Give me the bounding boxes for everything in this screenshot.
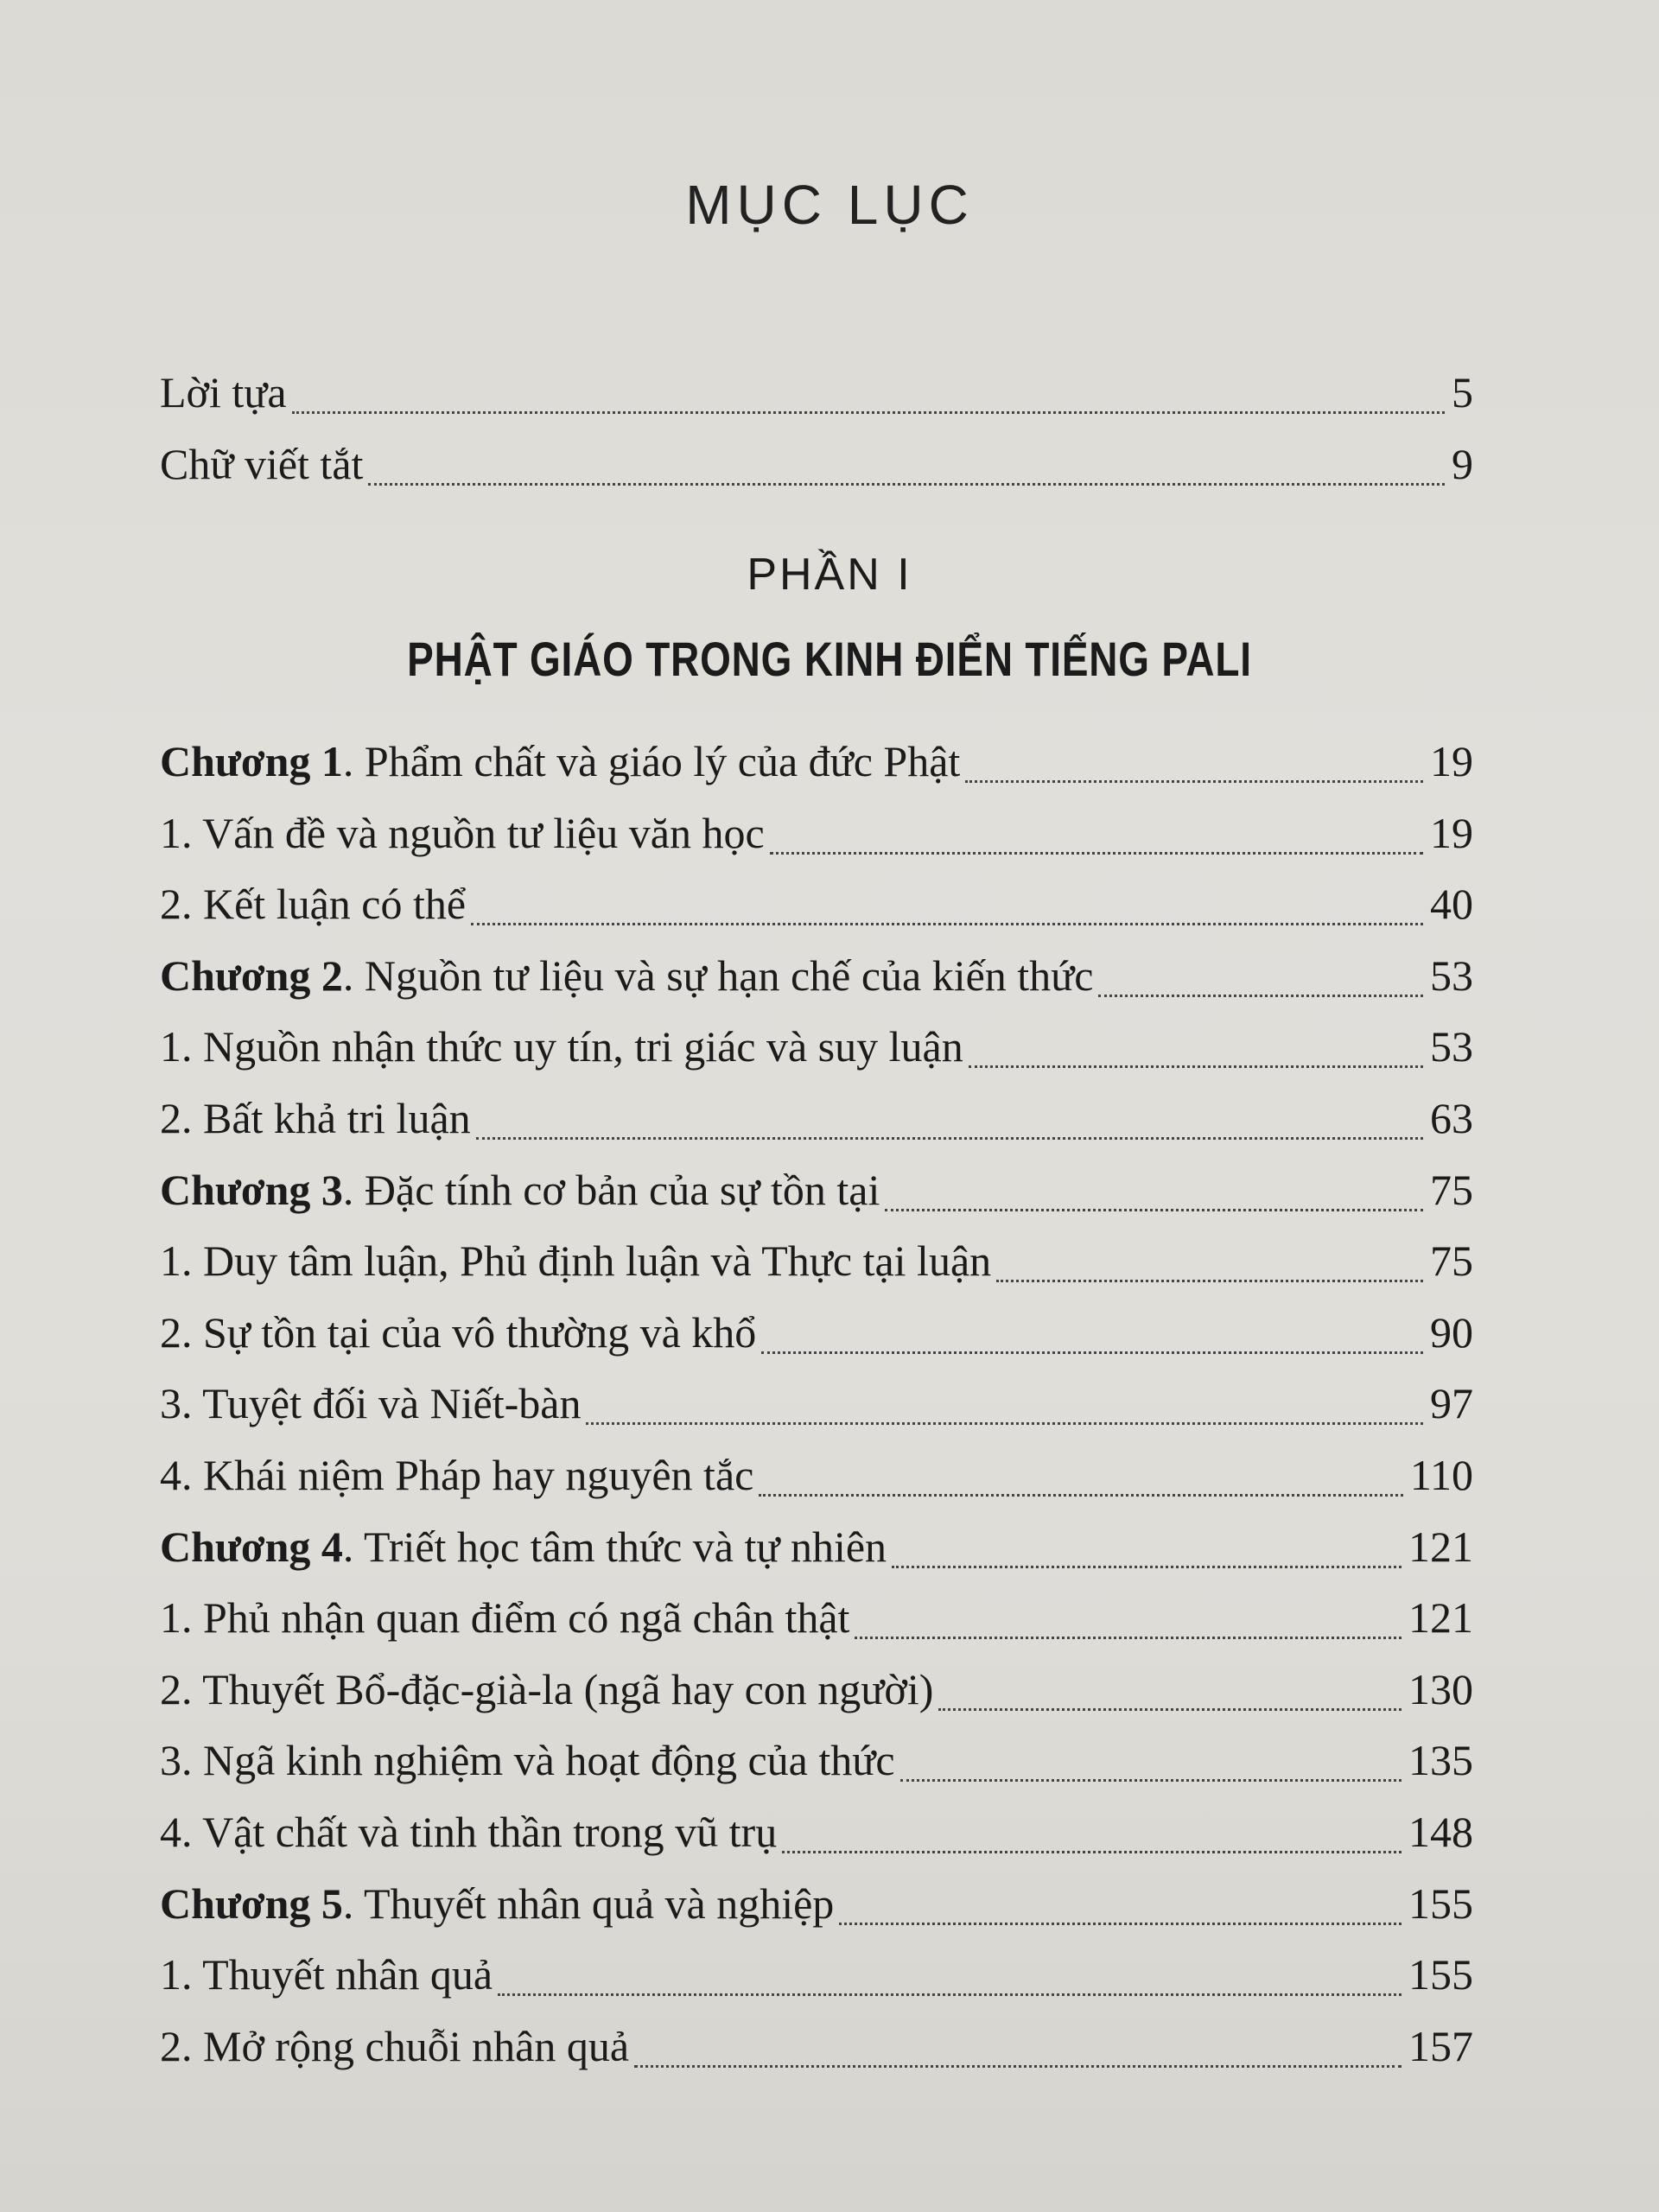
dot-leader xyxy=(476,1128,1423,1140)
toc-page-number: 75 xyxy=(1430,1165,1473,1214)
toc-row-chapter xyxy=(160,736,1473,793)
dot-leader xyxy=(969,1057,1423,1068)
toc-label-text: 1. Phủ nhận quan điểm có ngã chân thật xyxy=(160,1593,850,1643)
toc-label-text: 3. Tuyệt đối và Niết-bàn xyxy=(160,1379,582,1428)
dot-leader xyxy=(855,1628,1402,1639)
toc-label xyxy=(160,1307,756,1357)
toc-page-number: 130 xyxy=(1408,1664,1473,1713)
toc-label-text: 2. Bất khả tri luận xyxy=(160,1094,471,1142)
toc-label-text: 4. Khái niệm Pháp hay nguyên tắc xyxy=(160,1451,754,1499)
dot-leader xyxy=(996,1271,1423,1282)
dot-leader xyxy=(586,1414,1423,1425)
toc-row-section xyxy=(160,1093,1473,1150)
toc-row-chapter xyxy=(160,950,1473,1007)
toc-label xyxy=(160,1093,471,1143)
dot-leader xyxy=(634,2056,1402,2068)
toc-label: Chữ viết tắt xyxy=(160,440,364,488)
dot-leader xyxy=(759,1485,1403,1497)
part-title: PHẬT GIÁO TRONG KINH ĐIỂN TIẾNG PALI xyxy=(407,632,1252,686)
toc-label-text: 2. Sự tồn tại của vô thường và khổ xyxy=(160,1307,757,1357)
toc-page-number: 40 xyxy=(1430,880,1473,929)
toc-label-text: 1. Vấn đề và nguồn tư liệu văn học xyxy=(160,808,765,857)
toc-label xyxy=(160,1378,581,1428)
toc-label-text: 1. Nguồn nhận thức uy tín, tri giác và suy luận xyxy=(160,1022,963,1071)
toc-label xyxy=(160,1807,777,1857)
toc-label xyxy=(160,1592,849,1643)
toc-label-text: 1. Duy tâm luận, Phủ định luận và Thực tại luận xyxy=(160,1236,992,1286)
toc-row-section xyxy=(160,1450,1473,1507)
toc-label xyxy=(160,1949,493,1999)
toc-page-number: 135 xyxy=(1408,1736,1473,1785)
toc-row-section xyxy=(160,808,1473,865)
toc-row-chapter xyxy=(160,1165,1473,1222)
toc-label-text: 4. Vật chất và tinh thần trong vũ trụ xyxy=(160,1808,778,1856)
toc-page-number: 19 xyxy=(1430,737,1473,785)
toc-row-section xyxy=(160,1378,1473,1435)
toc-page-number: 19 xyxy=(1430,808,1473,857)
toc-label-text: . Phẩm chất và giáo lý của đức Phật xyxy=(342,737,961,785)
dot-leader xyxy=(471,914,1423,925)
page-title: MỤC LỤC xyxy=(685,174,974,236)
toc-row-section xyxy=(160,1307,1473,1364)
chapter-prefix: Chương 1 xyxy=(160,737,343,785)
dot-leader xyxy=(782,1842,1402,1853)
toc-page-number: 121 xyxy=(1408,1593,1473,1643)
dot-leader xyxy=(839,1914,1402,1925)
toc-label-text: . Đặc tính cơ bản của sự tồn tại xyxy=(342,1165,880,1214)
toc-row-section xyxy=(160,1021,1473,1078)
toc-page-number: 75 xyxy=(1430,1236,1473,1286)
toc-row-chapter xyxy=(160,1522,1473,1579)
toc-row-section xyxy=(160,2021,1473,2078)
toc-page-number: 155 xyxy=(1408,1878,1473,1928)
toc-label-text: . Thuyết nhân quả và nghiệp xyxy=(342,1878,835,1928)
toc-page-number: 5 xyxy=(1452,368,1473,416)
toc-page-number: 148 xyxy=(1408,1808,1473,1856)
toc-page-number: 53 xyxy=(1430,1022,1473,1071)
toc-label xyxy=(160,879,466,929)
toc-row-chapter xyxy=(160,1878,1473,1936)
toc-label xyxy=(160,808,765,858)
toc-label xyxy=(160,1522,887,1572)
toc-page-number: 63 xyxy=(1430,1094,1473,1142)
dot-leader xyxy=(892,1557,1402,1568)
dot-leader xyxy=(938,1700,1402,1711)
toc-row-abbreviations xyxy=(160,439,1473,496)
toc-label: Lời tựa xyxy=(160,368,287,416)
toc-label-text: 2. Thuyết Bổ-đặc-già-la (ngã hay con người) xyxy=(160,1664,934,1713)
dot-leader xyxy=(498,1985,1402,1996)
toc-label xyxy=(160,736,960,786)
toc-label xyxy=(160,1664,933,1714)
toc-label xyxy=(160,1878,834,1929)
toc-label-text: 3. Ngã kinh nghiệm và hoạt động của thức xyxy=(160,1736,895,1785)
chapter-prefix: Chương 3 xyxy=(160,1165,343,1214)
toc-row-section xyxy=(160,1664,1473,1721)
toc-row-section xyxy=(160,1592,1473,1649)
dot-leader xyxy=(292,403,1445,414)
toc-page-number: 155 xyxy=(1408,1950,1473,1999)
chapter-prefix: Chương 5 xyxy=(160,1878,343,1928)
toc-label-text: 1. Thuyết nhân quả xyxy=(160,1950,493,1999)
toc-page-number: 53 xyxy=(1430,950,1473,1000)
toc-label-text: . Triết học tâm thức và tự nhiên xyxy=(342,1522,887,1571)
toc-label xyxy=(160,1450,753,1500)
toc-row-section xyxy=(160,879,1473,936)
toc-page-number: 97 xyxy=(1430,1379,1473,1428)
toc-label xyxy=(160,2021,629,2071)
dot-leader xyxy=(770,843,1423,855)
dot-leader xyxy=(761,1343,1423,1354)
toc-label xyxy=(160,1021,963,1071)
chapter-prefix: Chương 4 xyxy=(160,1522,343,1571)
toc-label xyxy=(160,1165,880,1215)
toc-row-section xyxy=(160,1807,1473,1864)
toc-label-text: 2. Kết luận có thể xyxy=(160,880,467,929)
dot-leader xyxy=(885,1200,1423,1211)
toc-label xyxy=(160,950,1093,1001)
toc-page-number: 157 xyxy=(1408,2021,1473,2070)
chapter-prefix: Chương 2 xyxy=(160,950,343,1000)
dot-leader xyxy=(368,474,1445,486)
toc-row-section xyxy=(160,1949,1473,2006)
toc-label-text: 2. Mở rộng chuỗi nhân quả xyxy=(160,2021,630,2070)
toc-page-number: 90 xyxy=(1430,1307,1473,1357)
part-label: PHẦN I xyxy=(747,550,912,600)
toc-label xyxy=(160,1735,895,1785)
toc-label xyxy=(160,1236,991,1286)
toc-row-section xyxy=(160,1735,1473,1792)
dot-leader xyxy=(965,772,1423,783)
toc-page-number: 110 xyxy=(1409,1451,1473,1499)
toc-page-number: 9 xyxy=(1452,440,1473,488)
dot-leader xyxy=(900,1770,1402,1782)
toc-row-preface xyxy=(160,367,1473,424)
dot-leader xyxy=(1098,986,1423,997)
toc-page-number: 121 xyxy=(1408,1522,1473,1571)
toc-row-section xyxy=(160,1236,1473,1293)
toc-label-text: . Nguồn tư liệu và sự hạn chế của kiến thức xyxy=(342,950,1094,1000)
